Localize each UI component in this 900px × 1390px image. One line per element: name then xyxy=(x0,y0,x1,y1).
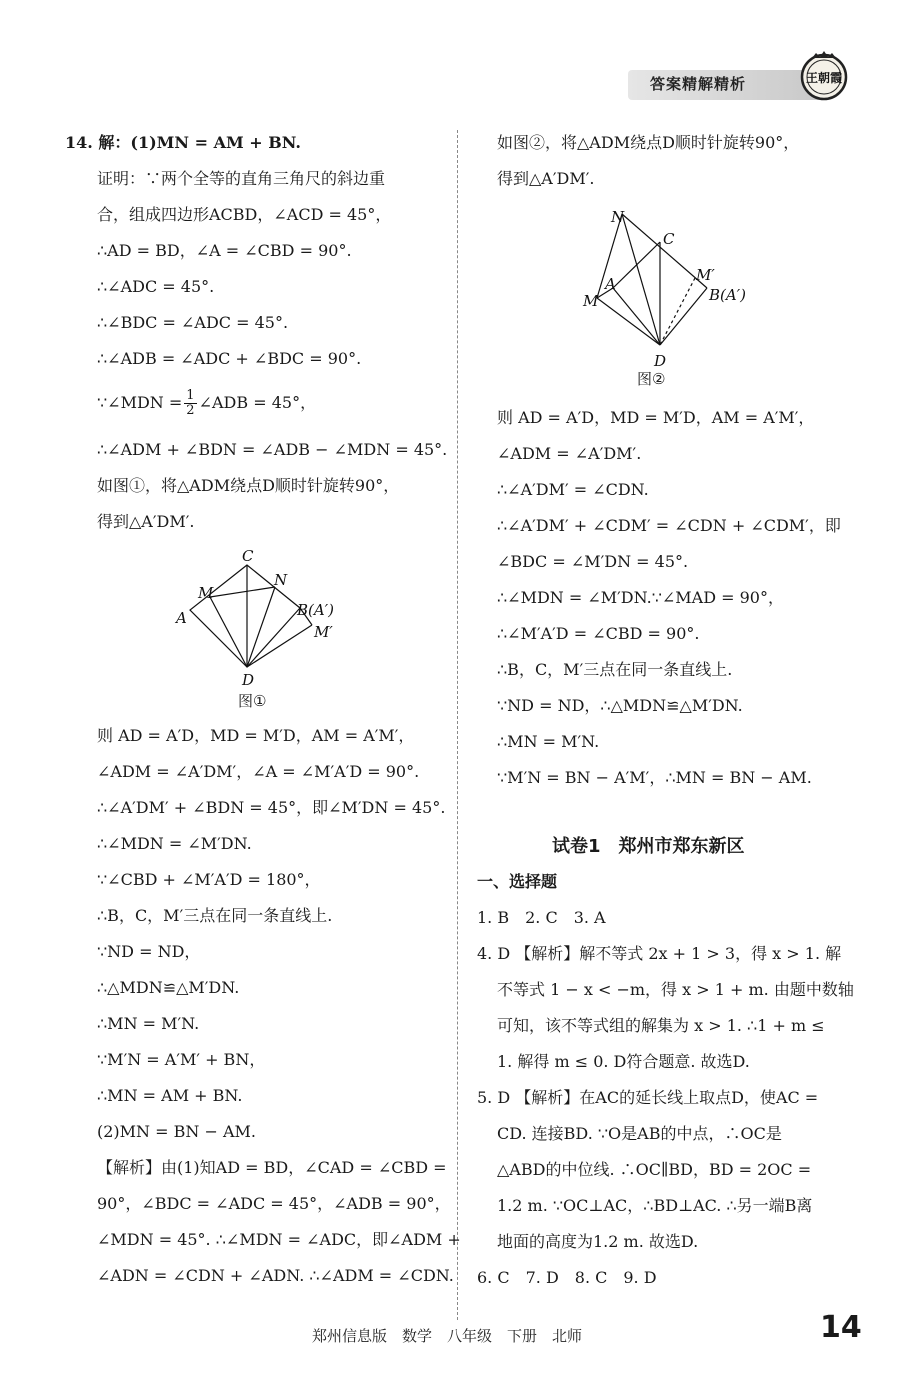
proof-line: 得到△A′DM′. xyxy=(97,512,195,531)
proof-line: ∴△MDN≌△M′DN. xyxy=(97,978,240,997)
figure-2-caption: 图② xyxy=(637,370,666,388)
proof-line: ∵∠CBD + ∠M′A′D = 180°， xyxy=(97,870,321,889)
fig1-label-m-prime: M′ xyxy=(314,623,333,641)
fig1-label-d: D xyxy=(242,671,255,689)
fig1-label-a: A xyxy=(176,609,187,627)
answer-line: 可知，该不等式组的解集为 x > 1. ∴1 + m ≤ xyxy=(497,1016,825,1035)
proof-line: ∠ADM = ∠A′DM′. xyxy=(497,444,642,463)
answer-line: 5. D 【解析】在AC的延长线上取点D，使AC = xyxy=(477,1088,819,1107)
answer-line: 1. 解得 m ≤ 0. D符合题意. 故选D. xyxy=(497,1052,750,1071)
fig2-label-d: D xyxy=(654,352,667,370)
proof-line: ∴∠ADM + ∠BDN = ∠ADB − ∠MDN = 45°. xyxy=(97,440,448,459)
figure-1-caption: 图① xyxy=(238,692,267,710)
proof-line: 如图①，将△ADM绕点D顺时针旋转90°， xyxy=(97,476,400,495)
page-number: 14 xyxy=(820,1310,862,1345)
proof-line: ∴∠A′DM′ + ∠CDM′ = ∠CDN + ∠CDM′，即 xyxy=(497,516,841,535)
proof-line: ∠ADM = ∠A′DM′，∠A = ∠M′A′D = 90°. xyxy=(97,762,420,781)
proof-line: ∴MN = M′N. xyxy=(97,1014,200,1033)
fraction-denominator: 2 xyxy=(186,403,195,418)
proof-line: ∠MDN = 45°. ∴∠MDN = ∠ADC，即∠ADM + xyxy=(97,1230,461,1249)
proof-line: ∵ND = ND，∴△MDN≌△M′DN. xyxy=(497,696,743,715)
proof-line: 90°，∠BDC = ∠ADC = 45°，∠ADB = 90°， xyxy=(97,1194,451,1213)
proof-line: ∴∠ADC = 45°. xyxy=(97,277,215,296)
fig2-label-n: N xyxy=(611,208,625,226)
proof-line: ∴∠A′DM′ = ∠CDN. xyxy=(497,480,649,499)
answer-line: 4. D 【解析】解不等式 2x + 1 > 3，得 x > 1. 解 xyxy=(477,944,842,963)
proof-line: ∴∠MDN = ∠M′DN.∵∠MAD = 90°， xyxy=(497,588,784,607)
answer-line: 1. B 2. C 3. A xyxy=(477,908,606,927)
fraction-suffix: ∠ADB = 45°， xyxy=(198,393,317,412)
proof-line: ∵M′N = A′M′ + BN， xyxy=(97,1050,266,1069)
answer-line: 1.2 m. ∵OC⊥AC，∴BD⊥AC. ∴另一端B离 xyxy=(497,1196,813,1215)
fig1-label-m: M xyxy=(198,584,214,602)
column-divider xyxy=(457,130,458,1320)
fraction-half xyxy=(184,389,196,418)
fig1-label-b: B(A′) xyxy=(297,601,334,619)
fig2-label-b: B(A′) xyxy=(709,286,746,304)
publisher-logo xyxy=(798,50,850,102)
proof-line-fraction xyxy=(97,389,316,418)
answer-line: △ABD的中位线. ∴OC∥BD，BD = 2OC = xyxy=(497,1160,812,1179)
proof-line: 【解析】由(1)知AD = BD，∠CAD = ∠CBD = xyxy=(97,1158,447,1177)
fraction-prefix: ∵∠MDN = xyxy=(97,393,183,412)
section-heading: 一、选择题 xyxy=(477,872,558,891)
fig1-label-n: N xyxy=(274,571,288,589)
proof-line: ∴B，C，M′三点在同一条直线上. xyxy=(497,660,733,679)
proof-line: ∴MN = AM + BN. xyxy=(97,1086,243,1105)
proof-line: ∴∠ADB = ∠ADC + ∠BDC = 90°. xyxy=(97,349,362,368)
proof-line: ∴AD = BD，∠A = ∠CBD = 90°. xyxy=(97,241,352,260)
answer-line: 6. C 7. D 8. C 9. D xyxy=(477,1268,657,1287)
proof-line: ∴∠M′A′D = ∠CBD = 90°. xyxy=(497,624,700,643)
section-title: 试卷1 郑州市郑东新区 xyxy=(552,836,745,857)
proof-line: 得到△A′DM′. xyxy=(497,169,595,188)
fig2-label-m: M xyxy=(583,292,599,310)
proof-line: ∠BDC = ∠M′DN = 45°. xyxy=(497,552,689,571)
fig2-label-a: A xyxy=(605,275,616,293)
proof-line: ∵M′N = BN − A′M′，∴MN = BN − AM. xyxy=(497,768,812,787)
proof-line: 证明：∵两个全等的直角三角尺的斜边重 xyxy=(97,169,386,188)
proof-line: ∴∠A′DM′ + ∠BDN = 45°，即∠M′DN = 45°. xyxy=(97,798,446,817)
proof-line: (2)MN = BN − AM. xyxy=(97,1122,256,1141)
proof-line: 合，组成四边形ACBD，∠ACD = 45°， xyxy=(97,205,392,224)
proof-line: ∵ND = ND， xyxy=(97,942,201,961)
figure-1 xyxy=(170,545,370,690)
header-title: 答案精解精析 xyxy=(650,75,747,93)
proof-line: ∴B，C，M′三点在同一条直线上. xyxy=(97,906,333,925)
answer-line: CD. 连接BD. ∵O是AB的中点，∴OC是 xyxy=(497,1124,782,1143)
answer-line: 地面的高度为1.2 m. 故选D. xyxy=(497,1232,699,1251)
svg-text:王朝霞: 王朝霞 xyxy=(805,71,843,85)
proof-line: ∠ADN = ∠CDN + ∠ADN. ∴∠ADM = ∠CDN. xyxy=(97,1266,454,1285)
fraction-numerator: 1 xyxy=(186,388,195,403)
footer-text: 郑州信息版 数学 八年级 下册 北师 xyxy=(312,1327,583,1345)
fig2-label-m-prime: M′ xyxy=(696,266,715,284)
proof-line: 则 AD = A′D，MD = M′D，AM = A′M′， xyxy=(497,408,815,427)
fig2-label-c: C xyxy=(663,230,675,248)
fig1-label-c: C xyxy=(242,547,254,565)
proof-line: ∴∠BDC = ∠ADC = 45°. xyxy=(97,313,289,332)
proof-line: ∴MN = M′N. xyxy=(497,732,600,751)
figure-2 xyxy=(575,200,775,390)
proof-line: 如图②，将△ADM绕点D顺时针旋转90°， xyxy=(497,133,800,152)
problem-14-start: 14. 解：(1)MN = AM + BN. xyxy=(65,133,301,152)
proof-line: ∴∠MDN = ∠M′DN. xyxy=(97,834,252,853)
answer-line: 不等式 1 − x < −m，得 x > 1 + m. 由题中数轴 xyxy=(497,980,854,999)
proof-line: 则 AD = A′D，MD = M′D，AM = A′M′， xyxy=(97,726,415,745)
